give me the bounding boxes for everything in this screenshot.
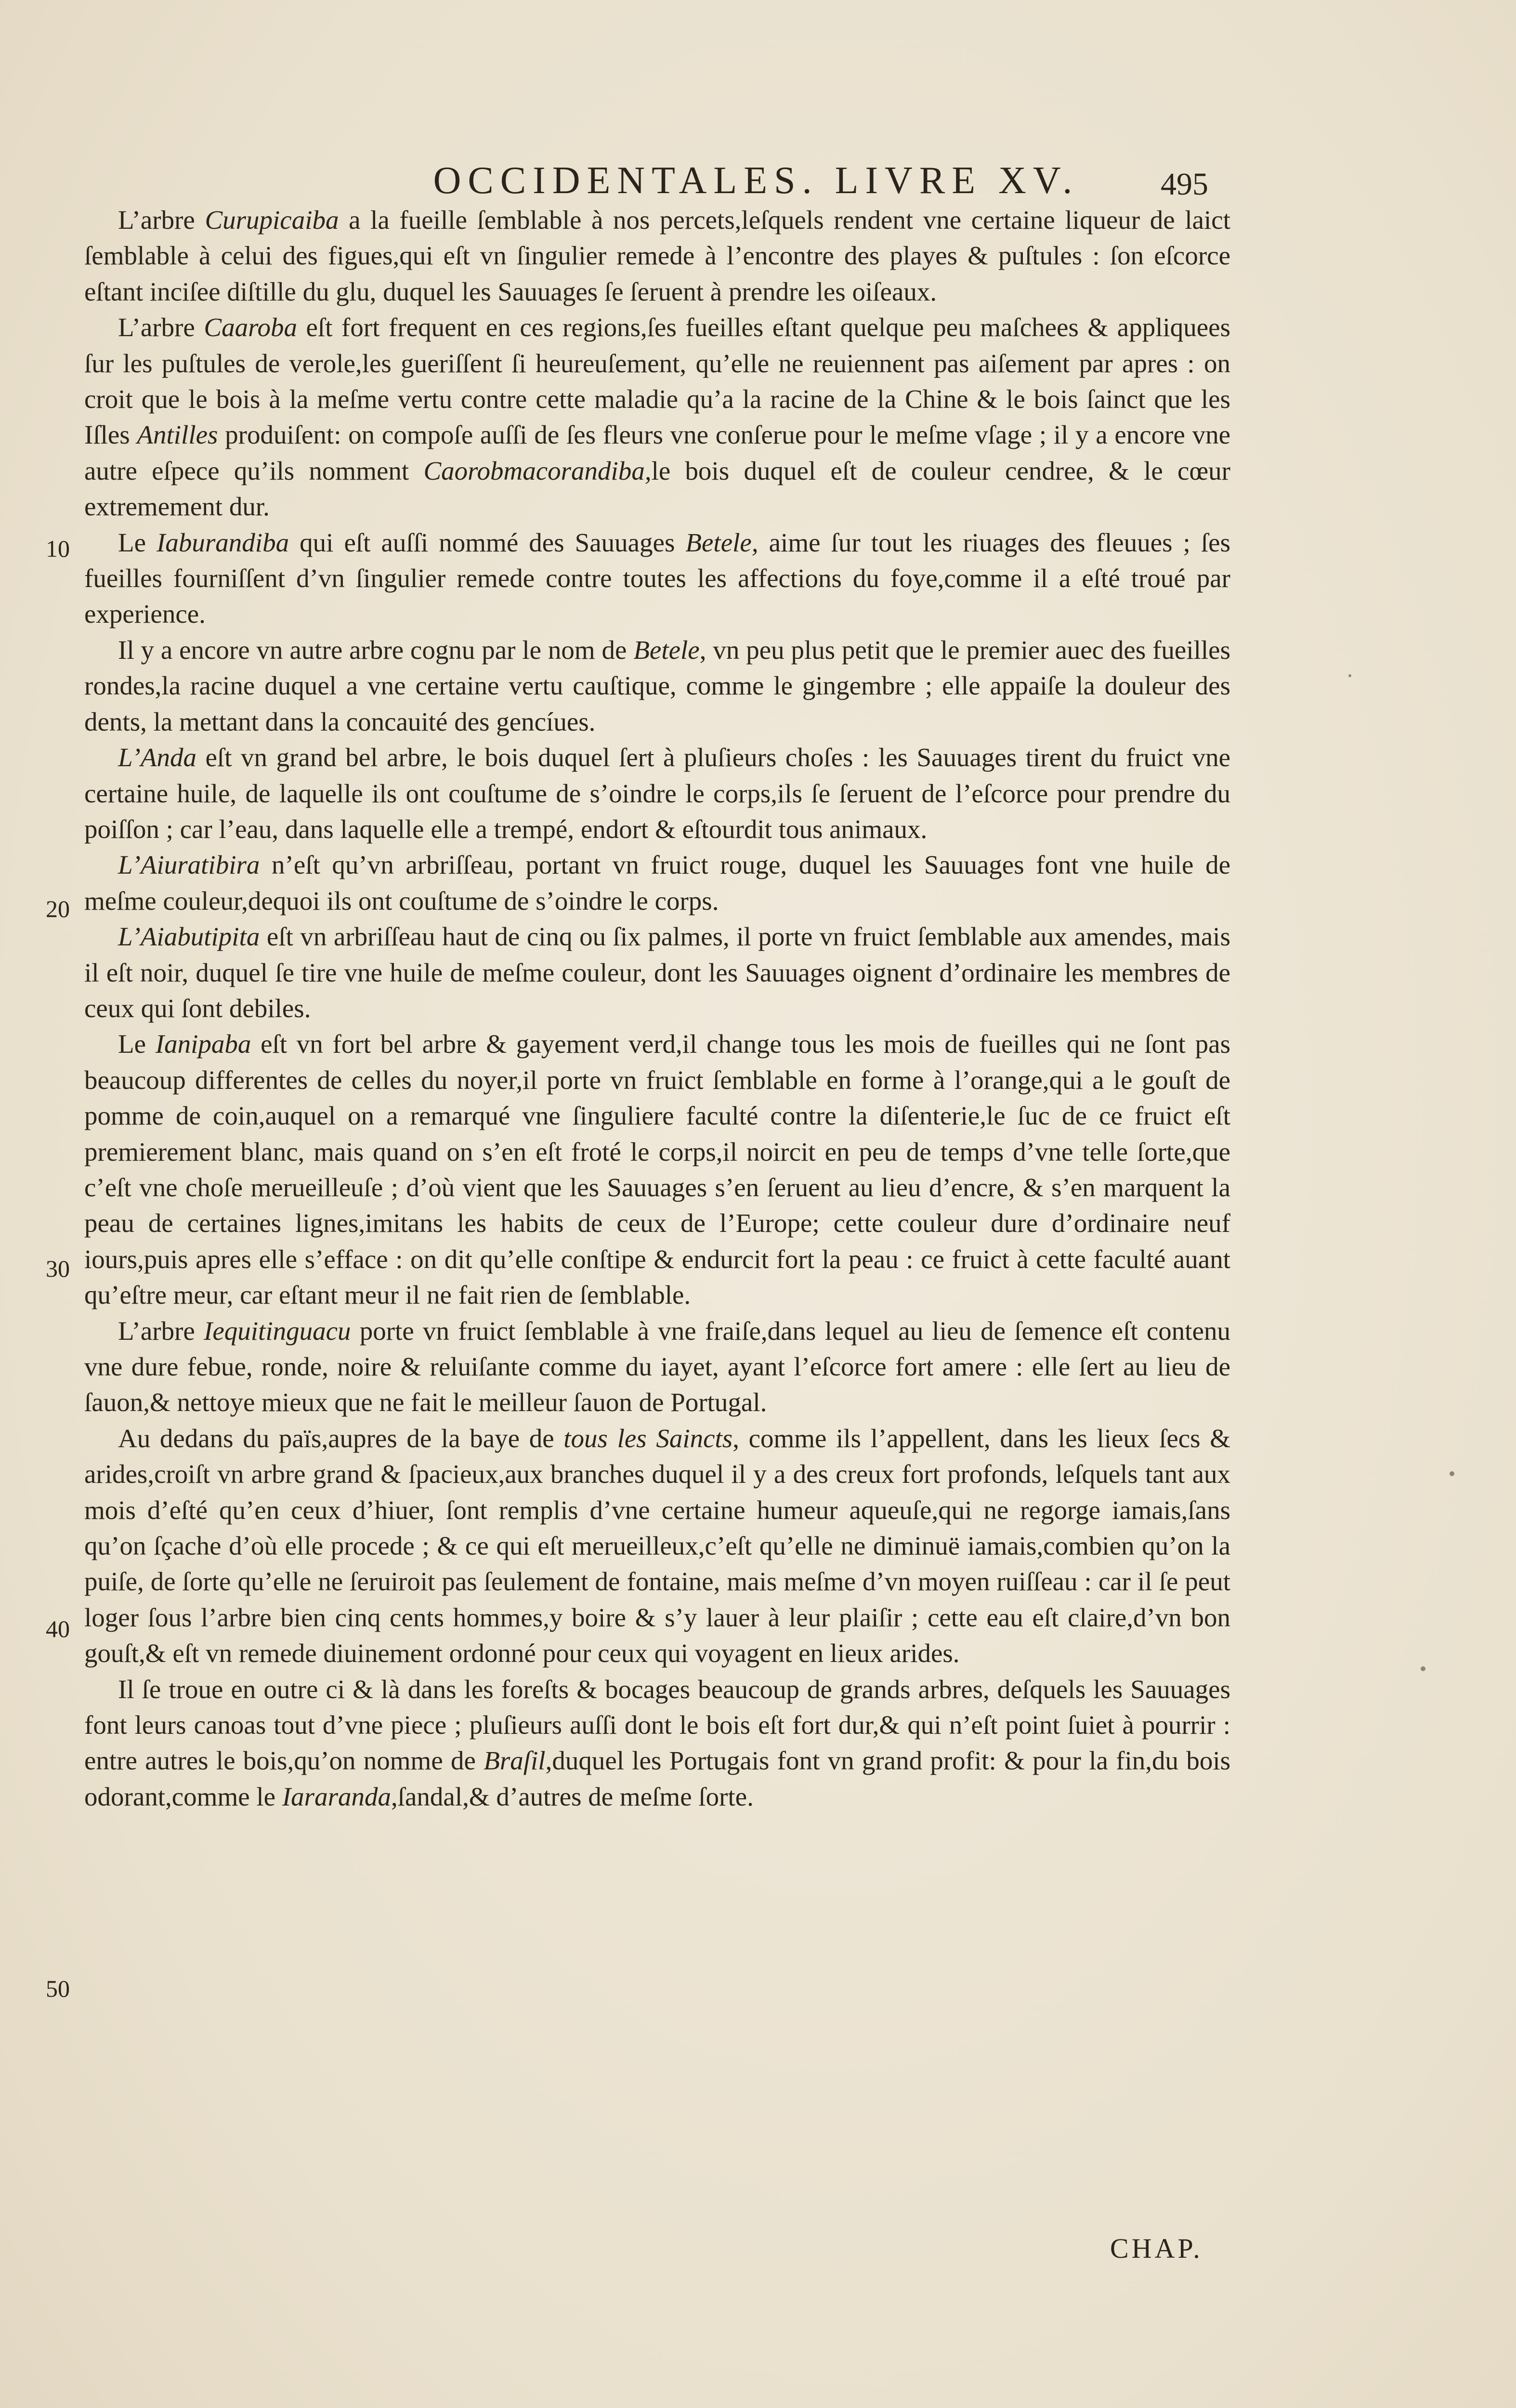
text-run: produiſent: on compoſe auſſi de ſes fleurs vne conſerue pour le meſme vſage ; il y a encore vne autre eſpece qu’ils nomment [84,420,1230,485]
italic-term: L’Aiuratibira [118,850,260,880]
italic-term: Antilles [137,420,218,450]
text-run: eſt vn arbriſſeau haut de cinq ou ſix palmes, il porte vn fruict ſemblable aux amendes, mais il eſt noir, duquel ſe tire vne huile de meſme couleur, dont les Sauuages oignent d’ordinaire les membres de ceux qui ſont debiles. [84,922,1230,1023]
text-run: ,ſandal,& d’autres de meſme ſorte. [391,1781,754,1811]
text-run: Le [118,527,157,557]
italic-term: Iaburandiba [157,527,289,557]
italic-term: Iararanda [282,1781,391,1811]
text-run: eſt vn fort bel arbre & gayement verd,il change tous les mois de fueilles qui ne ſont pas beaucoup differentes de celles du noyer,il porte vn fruict ſemblable en forme à l’orange,qui a le gouſt de pomme de coin,auquel on a remarqué vne ſinguliere faculté contre la diſenterie,le ſuc de ce fruict eſt premierement blanc, mais quand on s’en eſt froté le corps,il noircit en peu de temps d’vne telle ſorte,que c’eſt vne choſe merueilleuſe ; d’où vient que les Sauuages s’en ſeruent au lieu d’encre, & s’en marquent la peau de certaines lignes,imitans les habits de ceux de l’Europe; cette couleur dure d’ordinaire neuf iours,puis apres elle s’efface : on dit qu’elle conſtipe & endurcit fort la peau : ce fruict à cette faculté auant qu’eſtre meur, car eſtant meur il ne fait rien de ſemblable. [84,1029,1230,1310]
text-run: a la fueille ſemblable à nos percets,leſquels rendent vne certaine liqueur de laict ſemblable à celui des figues,qui eſt vn ſingulier remede à l’encontre des playes & puſtules : ſon eſcorce eſtant inciſee diſtille du glu, duquel les Sauuages ſe ſeruent à prendre les oiſeaux. [84,205,1230,306]
italic-term: Iequitinguacu [204,1316,351,1346]
italic-term: Curupicaiba [205,205,339,235]
text-run: L’arbre [118,205,205,235]
paragraph [84,525,1230,632]
paragraph [84,919,1230,1026]
text-run: Il y a encore vn autre arbre cognu par le nom de [118,635,634,665]
text-run: eſt fort frequent en ces regions,ſes fueilles eſtant quelque peu maſchees & appliquees ſur les puſtules de verole,les gueriſſent ſi heureuſement, qu’elle ne reuiennent pas aiſement par apres : on croit que le bois à la meſme vertu contre cette maladie qu’a la racine de la Chine & le bois ſainct que les Iſles [84,313,1230,450]
running-title: OCCIDENTALES. LIVRE XV. [433,159,1079,202]
text-run: Il ſe troue en outre ci & là dans les foreſts & bocages beaucoup de grands arbres, deſquels les Sauuages font leurs canoas tout d’vne piece ; pluſieurs auſſi dont le bois eſt fort dur,& qui n’eſt point ſuiet à pourrir : entre autres le bois,qu’on nomme de [84,1674,1230,1776]
text-run: n’eſt qu’vn arbriſſeau, portant vn fruict rouge, duquel les Sauuages font vne huile de meſme couleur,dequoi ils ont couſtume de s’oindre le corps. [84,850,1230,916]
main-text [84,202,1230,1815]
paragraph [84,740,1230,847]
text-run: Le [118,1029,156,1059]
italic-term: Ianipaba [155,1029,251,1059]
italic-term: tous les Saincts [563,1423,733,1453]
text-run: eſt vn grand bel arbre, le bois duquel ſert à pluſieurs choſes : les Sauuages tirent du fruict vne certaine huile, de laquelle ils ont couſtume de s’oindre le corps,ils ſe ſeruent de l’eſcorce pour prendre du poiſſon ; car l’eau, dans laquelle elle a trempé, endort & eſtourdit tous animaux. [84,743,1230,844]
catchword: CHAP. [1110,2233,1203,2264]
line-number-10: 10 [46,535,70,562]
paragraph [84,847,1230,919]
text-run: , vn peu plus petit que le premier auec des fueilles rondes,la racine duquel a vne certaine vertu cauſtique, comme le gingembre ; elle appaiſe la douleur des dents, la mettant dans la concauité des gencíues. [84,635,1230,736]
text-run: , comme ils l’appellent, dans les lieux ſecs & arides,croiſt vn arbre grand & ſpacieux,aux branches duquel il y a des creux fort profonds, leſquels tant aux mois d’eſté qu’en ceux d’hiuer, ſont remplis d’vne certaine humeur aqueuſe,qui ne regorge iamais,ſans qu’on ſçache d’où elle procede ; & ce qui eſt merueilleux,c’eſt qu’elle ne diminuë iamais,combien qu’on la puiſe, de ſorte qu’elle ne ſeruiroit pas ſeulement de fontaine, mais meſme d’vn moyen ruiſſeau : car il ſe peut loger ſous l’arbre bien cinq cents hommes,y boire & s’y lauer à leur plaiſir ; cette eau eſt claire,d’vn bon gouſt,& eſt vn remede diuinement ordonné pour ceux qui voyagent en lieux arides. [84,1423,1230,1668]
paragraph [84,202,1230,310]
paragraph [84,310,1230,524]
italic-term: Betele [633,635,700,665]
paragraph [84,632,1230,740]
line-number-20: 20 [46,895,70,922]
paragraph [84,1421,1230,1672]
italic-term: Braſil [484,1746,546,1776]
italic-term: Betele, [685,527,758,557]
italic-term: L’Aiabutipita [118,922,260,952]
page-number: 495 [1161,167,1208,202]
text-run: Au dedans du païs,aupres de la baye de [118,1423,564,1453]
text-run: le bois duquel eſt de couleur cendree, & le cœur extremement dur. [84,456,1230,522]
text-run: ,duquel les Portugais font vn grand profit: & pour la fin,du bois odorant,comme le [84,1746,1231,1811]
text-run: aime ſur tout les riuages des fleuues ; ſes fueilles fourniſſent d’vn ſingulier remede contre toutes les affections du foye,comme il a eſté troué par experience. [84,527,1230,629]
paragraph [84,1026,1230,1313]
line-number-30: 30 [46,1255,70,1282]
paragraph [84,1672,1230,1815]
text-run: qui eſt auſſi nommé des Sauuages [289,527,686,557]
paragraph [84,1313,1230,1421]
italic-term: Caaroba [204,313,297,342]
italic-term: Caorobmacorandiba, [423,456,652,485]
text-run: porte vn fruict ſemblable à vne fraiſe,dans lequel au lieu de ſemence eſt contenu vne dure febue, ronde, noire & reluiſante comme du iayet, ayant l’eſcorce fort amere : elle ſert au lieu de ſauon,& nettoye mieux que ne fait le meilleur ſauon de Portugal. [84,1316,1230,1417]
text-run: L’arbre [118,313,204,342]
line-number-50: 50 [46,1975,70,2002]
text-run: L’arbre [118,1316,204,1346]
line-number-40: 40 [46,1615,70,1642]
italic-term: L’Anda [118,743,196,772]
